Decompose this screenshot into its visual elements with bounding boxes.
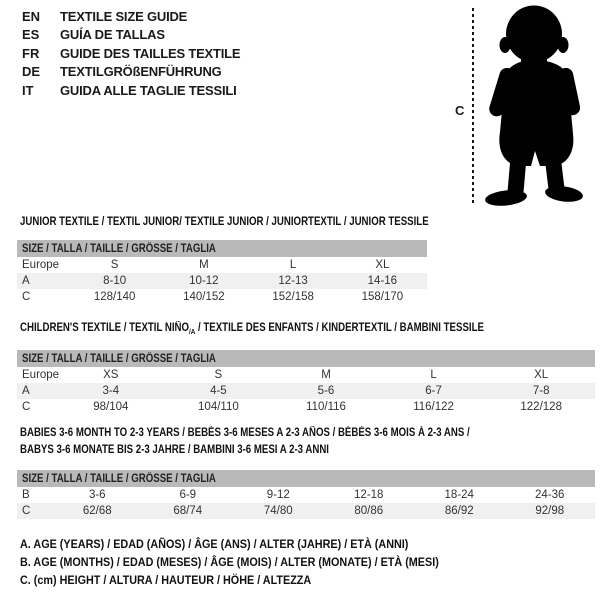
table-cell: 10-12 xyxy=(159,273,248,289)
table-cell: Europe xyxy=(22,259,60,271)
table-cell: S xyxy=(110,259,119,271)
table-cell: L xyxy=(430,369,437,381)
size-header-bar: SIZE / TALLA / TAILLE / GRÖSSE / TAGLIA xyxy=(17,240,427,257)
table-cell: XL xyxy=(534,369,549,381)
table-row xyxy=(17,383,595,399)
table-cell: 12-18 xyxy=(354,489,384,501)
table-cell: 6-9 xyxy=(179,489,197,501)
junior-size-table xyxy=(17,240,427,305)
table-cell: 8-10 xyxy=(70,273,159,289)
table-cell: 128/140 xyxy=(93,291,136,303)
table-cell: 18-24 xyxy=(444,489,474,501)
table-cell: 3-4 xyxy=(57,383,165,399)
table-cell: 14-16 xyxy=(338,273,427,289)
footnote-a: A. AGE (YEARS) / EDAD (AÑOS) / ÂGE (ANS) / ALTER (JAHRE) / ETÀ (ANNI) xyxy=(20,537,409,551)
size-header-row xyxy=(17,240,427,257)
table-cell: 68/74 xyxy=(143,503,234,519)
table-cell: 6-7 xyxy=(380,383,488,399)
table-cell: C xyxy=(17,503,52,519)
table-row xyxy=(17,257,427,273)
table-row xyxy=(17,399,595,415)
children-size-table xyxy=(17,350,595,415)
table-cell: 104/110 xyxy=(198,401,239,413)
table-cell: XL xyxy=(375,259,390,271)
table-cell: A xyxy=(17,383,57,399)
table-row xyxy=(17,503,595,519)
table-cell: 122/128 xyxy=(520,401,562,413)
babies-size-table xyxy=(17,470,595,519)
table-cell: S xyxy=(214,369,223,381)
lang-title: GUIDA ALLE TAGLIE TESSILI xyxy=(60,82,237,98)
table-cell: C xyxy=(22,291,31,303)
footnote-c: C. (cm) HEIGHT / ALTURA / HAUTEUR / HÖHE / ALTEZZA xyxy=(20,572,312,587)
table-cell: Europe xyxy=(22,369,60,381)
table-cell: XS xyxy=(103,369,119,381)
lang-code: ES xyxy=(22,27,40,43)
lang-row-en xyxy=(22,7,240,26)
table-cell: 80/86 xyxy=(324,503,415,519)
table-cell: C xyxy=(22,401,31,413)
lang-title: GUIDE DES TAILLES TEXTILE xyxy=(60,45,241,61)
size-header-row xyxy=(17,350,595,367)
table-row xyxy=(17,289,427,305)
baby-silhouette-icon xyxy=(479,4,596,208)
height-dashed-line xyxy=(472,8,474,206)
table-cell: M xyxy=(199,259,209,271)
table-cell: 7-8 xyxy=(487,383,595,399)
table-cell: 140/152 xyxy=(183,291,225,303)
table-cell: 152/158 xyxy=(272,291,314,303)
table-cell: 158/170 xyxy=(361,291,404,303)
footnote-legend xyxy=(20,536,485,589)
table-cell: 86/92 xyxy=(414,503,505,519)
junior-section-title: JUNIOR TEXTILE / TEXTIL JUNIOR/ TEXTILE JUNIOR / JUNIORTEXTIL / JUNIOR TESSILE xyxy=(20,216,429,228)
size-header-bar: SIZE / TALLA / TAILLE / GRÖSSE / TAGLIA xyxy=(17,470,595,487)
lang-row-de xyxy=(22,63,240,82)
babies-section-title: BABIES 3-6 MONTH TO 2-3 YEARS / BEBÉS 3-6 MESES A 2-3 AÑOS / BÉBÉS 3-6 MOIS À 2-3 ANS / BABYS 3-6 MONATE BIS 2-3 JAHRE / BAMBINI 3-6 MESI A 2-3 ANNI xyxy=(20,427,470,456)
lang-title: TEXTILE SIZE GUIDE xyxy=(60,8,188,24)
table-cell: 12-13 xyxy=(249,273,338,289)
lang-row-es xyxy=(22,26,240,45)
title-subscript: /A xyxy=(189,326,196,336)
table-row xyxy=(17,487,595,503)
table-cell: 116/122 xyxy=(413,401,454,413)
table-cell: 9-12 xyxy=(266,489,290,501)
table-cell: B xyxy=(22,489,30,501)
footnote-b: B. AGE (MONTHS) / EDAD (MESES) / ÂGE (MOIS) / ALTER (MONATE) / ETÀ (MESI) xyxy=(20,554,439,569)
lang-code: FR xyxy=(22,45,40,61)
lang-code: IT xyxy=(22,82,34,98)
lang-code: EN xyxy=(22,8,41,24)
table-cell: 5-6 xyxy=(272,383,380,399)
table-row xyxy=(17,367,595,383)
table-cell: 62/68 xyxy=(52,503,143,519)
lang-code: DE xyxy=(22,64,41,80)
table-cell: L xyxy=(289,259,297,271)
language-title-list xyxy=(22,7,240,100)
table-cell: 24-36 xyxy=(535,489,565,501)
table-row xyxy=(17,273,427,289)
table-cell: 98/104 xyxy=(93,401,129,413)
size-header-bar: SIZE / TALLA / TAILLE / GRÖSSE / TAGLIA xyxy=(17,350,595,367)
height-measure-label: C xyxy=(455,103,465,118)
table-cell: 74/80 xyxy=(233,503,324,519)
size-header-row xyxy=(17,470,595,487)
lang-title: TEXTILGRÖßENFÜHRUNG xyxy=(60,64,222,80)
table-cell: 3-6 xyxy=(88,489,106,501)
lang-row-it xyxy=(22,81,240,100)
lang-row-fr xyxy=(22,44,240,63)
table-cell: 92/98 xyxy=(505,503,596,519)
table-cell: M xyxy=(321,369,331,381)
table-cell: A xyxy=(17,273,70,289)
table-cell: 4-5 xyxy=(165,383,273,399)
children-section-title: CHILDREN'S TEXTILE / TEXTIL $NIÑO_{/A}$ / TEXTILE DES ENFANTS / KINDERTEXTIL / BAMBINI TESSILE xyxy=(20,322,484,336)
lang-title: GUÍA DE TALLAS xyxy=(60,27,165,43)
table-cell: 110/116 xyxy=(306,401,346,413)
